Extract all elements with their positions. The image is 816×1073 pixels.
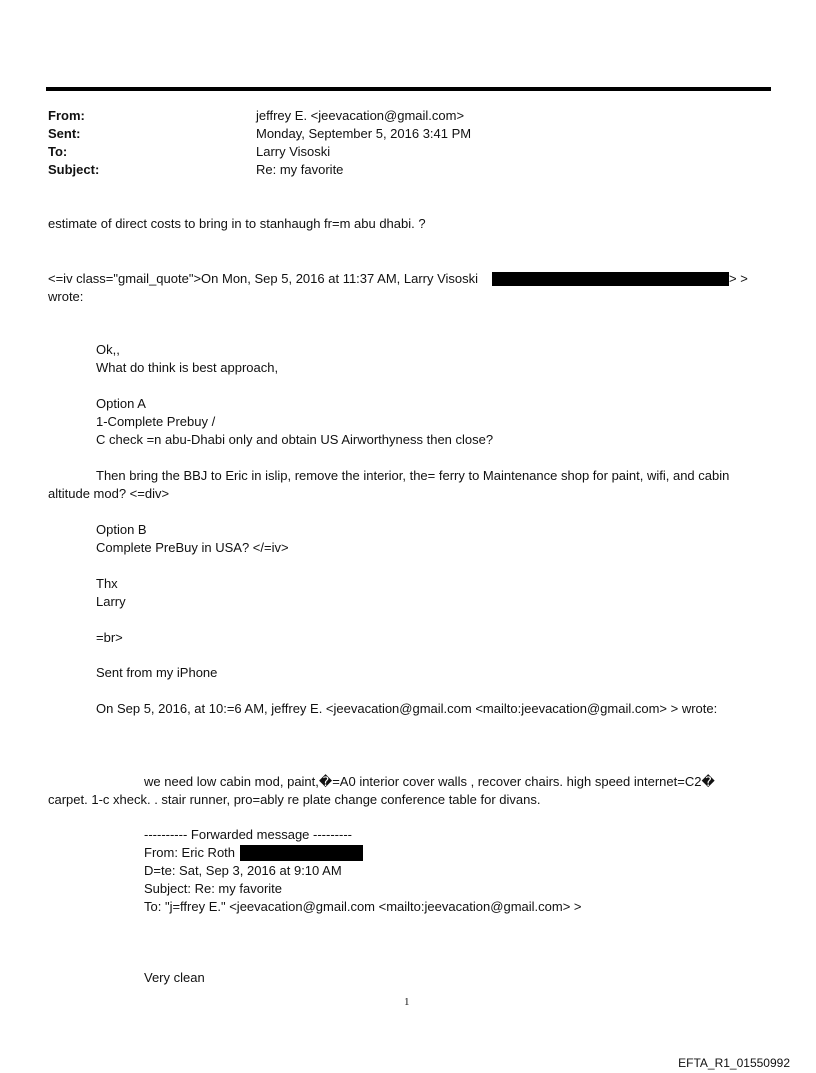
quote-intro-text: <=iv class="gmail_quote">On Mon, Sep 5, 2016 at 11:37 AM, Larry Visoski xyxy=(48,271,479,286)
body-line-estimate: estimate of direct costs to bring in to stanhaugh fr=m abu dhabi. ? xyxy=(48,216,426,231)
body-prebuy-usa: Complete PreBuy in USA? </=iv> xyxy=(96,540,289,555)
body-approach: What do think is best approach, xyxy=(96,360,279,375)
body-need-line1: we need low cabin mod, paint,�=A0 interior cover walls , recover chairs. high speed internet=C2� xyxy=(144,774,715,789)
subject-label: Subject: xyxy=(48,162,100,177)
body-ccheck: C check =n abu-Dhabi only and obtain US Airworthyness then close? xyxy=(96,432,494,447)
body-then-line1: Then bring the BBJ to Eric in islip, remove the interior, the= ferry to Maintenance shop for paint, wifi, and cabin xyxy=(96,468,730,483)
body-option-b: Option B xyxy=(96,522,147,537)
fwd-subject: Subject: Re: my favorite xyxy=(144,881,282,896)
body-on-sep: On Sep 5, 2016, at 10:=6 AM, jeffrey E. <jeevacation@gmail.com <mailto:jeevacation@gmail.com> > wrote: xyxy=(96,701,718,716)
fwd-to: To: "j=ffrey E." <jeevacation@gmail.com <mailto:jeevacation@gmail.com> > xyxy=(144,899,582,914)
from-label: From: xyxy=(48,108,85,123)
body-very-clean: Very clean xyxy=(144,970,205,985)
body-larry: Larry xyxy=(96,594,126,609)
from-value: jeffrey E. <jeevacation@gmail.com> xyxy=(256,108,465,123)
fwd-date: D=te: Sat, Sep 3, 2016 at 9:10 AM xyxy=(144,863,342,878)
quote-intro-wrote: wrote: xyxy=(48,289,84,304)
redaction-bar xyxy=(240,845,363,861)
body-thx: Thx xyxy=(96,576,118,591)
page-number: 1 xyxy=(404,996,410,1008)
to-value: Larry Visoski xyxy=(256,144,331,159)
subject-value: Re: my favorite xyxy=(256,162,344,177)
fwd-from: From: Eric Roth xyxy=(144,845,236,860)
fwd-separator: ---------- Forwarded message --------- xyxy=(144,827,352,842)
body-sent-iphone: Sent from my iPhone xyxy=(96,665,218,680)
sent-label: Sent: xyxy=(48,126,81,141)
redaction-bar xyxy=(492,272,729,286)
sent-value: Monday, September 5, 2016 3:41 PM xyxy=(256,126,472,141)
body-need-line2: carpet. 1-c xheck. . stair runner, pro=ably re plate change conference table for divans. xyxy=(48,792,541,807)
to-label: To: xyxy=(48,144,68,159)
body-prebuy: 1-Complete Prebuy / xyxy=(96,414,216,429)
body-option-a: Option A xyxy=(96,396,146,411)
body-ok: Ok,, xyxy=(96,342,120,357)
document-id: EFTA_R1_01550992 xyxy=(678,1056,790,1070)
quote-intro-end: > > xyxy=(729,271,748,286)
body-br: =br> xyxy=(96,630,123,645)
header-rule xyxy=(46,87,771,91)
body-then-line2: altitude mod? <=div> xyxy=(48,486,170,501)
